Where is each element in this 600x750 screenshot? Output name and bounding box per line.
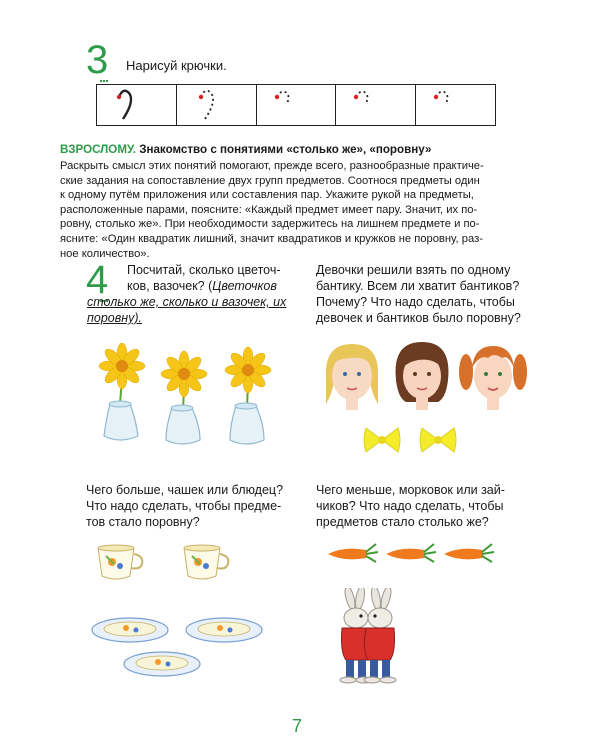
- bows-illustration: [362, 420, 482, 460]
- hook-cell-3[interactable]: [257, 85, 337, 125]
- flower-vase-2: [161, 351, 207, 444]
- flowers-in-vases-illustration: [84, 340, 284, 460]
- task-flowers-line: [127, 278, 307, 294]
- task-flowers-line-part: ков, вазочек? (: [127, 279, 213, 293]
- task-flowers-line: столько же, сколько и вазочек, их: [87, 295, 287, 309]
- adult-heading: Знакомство с понятиями «столько же», «поровну»: [139, 143, 432, 156]
- girl-face-brunette: [396, 342, 449, 410]
- task-girls-line: Почему? Что надо сделать, чтобы: [316, 295, 515, 309]
- task-carrots-line: Чего меньше, морковок или зай-: [316, 483, 505, 497]
- cup-icon: [184, 545, 228, 579]
- hook-cell-4[interactable]: [336, 85, 416, 125]
- dotted-hook-icon: [177, 85, 255, 125]
- adult-line: к одному путём приложения или составления пар. Укажите рукой на предметы,: [60, 189, 474, 202]
- hook-tracing-grid[interactable]: [96, 84, 496, 126]
- bow-icon: [420, 428, 456, 452]
- adult-line: расположенные парами, поясните: «Каждый предмет имеет пару. Значит, их по-: [60, 203, 478, 216]
- saucer-icon: [124, 652, 200, 676]
- adult-heading-row: [60, 143, 540, 156]
- carrot-icon: [328, 544, 378, 562]
- bow-icon: [364, 428, 400, 452]
- task-carrots-line: чиков? Что надо сделать, чтобы: [316, 499, 504, 513]
- cup-icon: [98, 545, 142, 579]
- adult-line: ное количество».: [60, 247, 150, 260]
- girl-face-blonde: [326, 344, 378, 410]
- task-carrots-text: [316, 482, 546, 530]
- dotted-hook-short-icon: [336, 85, 414, 125]
- task-girls-line: бантику. Всем ли хватит бантиков?: [316, 279, 520, 293]
- task-cups-line: Что надо сделать, чтобы предме-: [86, 499, 282, 513]
- page-number: 7: [292, 716, 303, 736]
- girl-face-redhead: [459, 346, 527, 410]
- task-flowers-line: поровну).: [87, 311, 143, 325]
- dotted-hook-short-icon: [416, 85, 494, 125]
- task-cups-line: тов стало поровну?: [86, 515, 200, 529]
- hook-cell-2[interactable]: [177, 85, 257, 125]
- girls-illustration: [318, 338, 528, 418]
- adult-line: ровну, столько же». При необходимости задержитесь на лишнем предмете и по-: [60, 218, 480, 231]
- carrots-illustration: [324, 536, 504, 572]
- hook-cell-5[interactable]: [416, 85, 495, 125]
- task-carrots-line: предметов стало столько же?: [316, 515, 489, 529]
- flower-vase-3: [225, 347, 271, 444]
- adult-line: ские задания на сопоставление двух групп предметов. Соотнося предметы один: [60, 174, 480, 187]
- adult-line: ясните: «Один квадратик лишний, значит квадратиков и кружков не поровну, раз-: [60, 232, 483, 245]
- dotted-hook-short-icon: [257, 85, 335, 125]
- rabbit-icon: [364, 588, 396, 683]
- rabbits-illustration: [326, 588, 476, 688]
- task-cups-text: [86, 482, 306, 530]
- task-flowers-line: Посчитай, сколько цветоч-: [127, 263, 281, 277]
- adult-line: Раскрыть смысл этих понятий помогают, прежде всего, разнообразные практиче-: [60, 160, 484, 172]
- saucer-icon: [186, 618, 262, 642]
- exercise-3-number: 3: [86, 38, 109, 82]
- adult-label: ВЗРОСЛОМУ.: [60, 143, 136, 156]
- task-cups-line: Чего больше, чашек или блюдец?: [86, 483, 284, 497]
- task-flowers-text: [87, 262, 307, 326]
- carrot-icon: [444, 544, 494, 562]
- exercise-3-instruction: Нарисуй крючки.: [126, 58, 227, 73]
- flower-vase-1: [99, 343, 145, 440]
- task-girls-text: [316, 262, 546, 326]
- exercise-4-number: 4: [86, 258, 109, 302]
- saucer-icon: [92, 618, 168, 642]
- task-girls-line: девочек и бантиков было поровну?: [316, 311, 521, 325]
- adult-paragraph: [60, 159, 550, 261]
- hook-sample-icon: [97, 85, 175, 125]
- task-girls-line: Девочки решили взять по одному: [316, 263, 511, 277]
- task-flowers-line-part-italic: Цветочков: [212, 279, 277, 293]
- cups-and-saucers-illustration: [86, 540, 286, 680]
- carrot-icon: [386, 544, 436, 562]
- hook-cell-1[interactable]: [97, 85, 177, 125]
